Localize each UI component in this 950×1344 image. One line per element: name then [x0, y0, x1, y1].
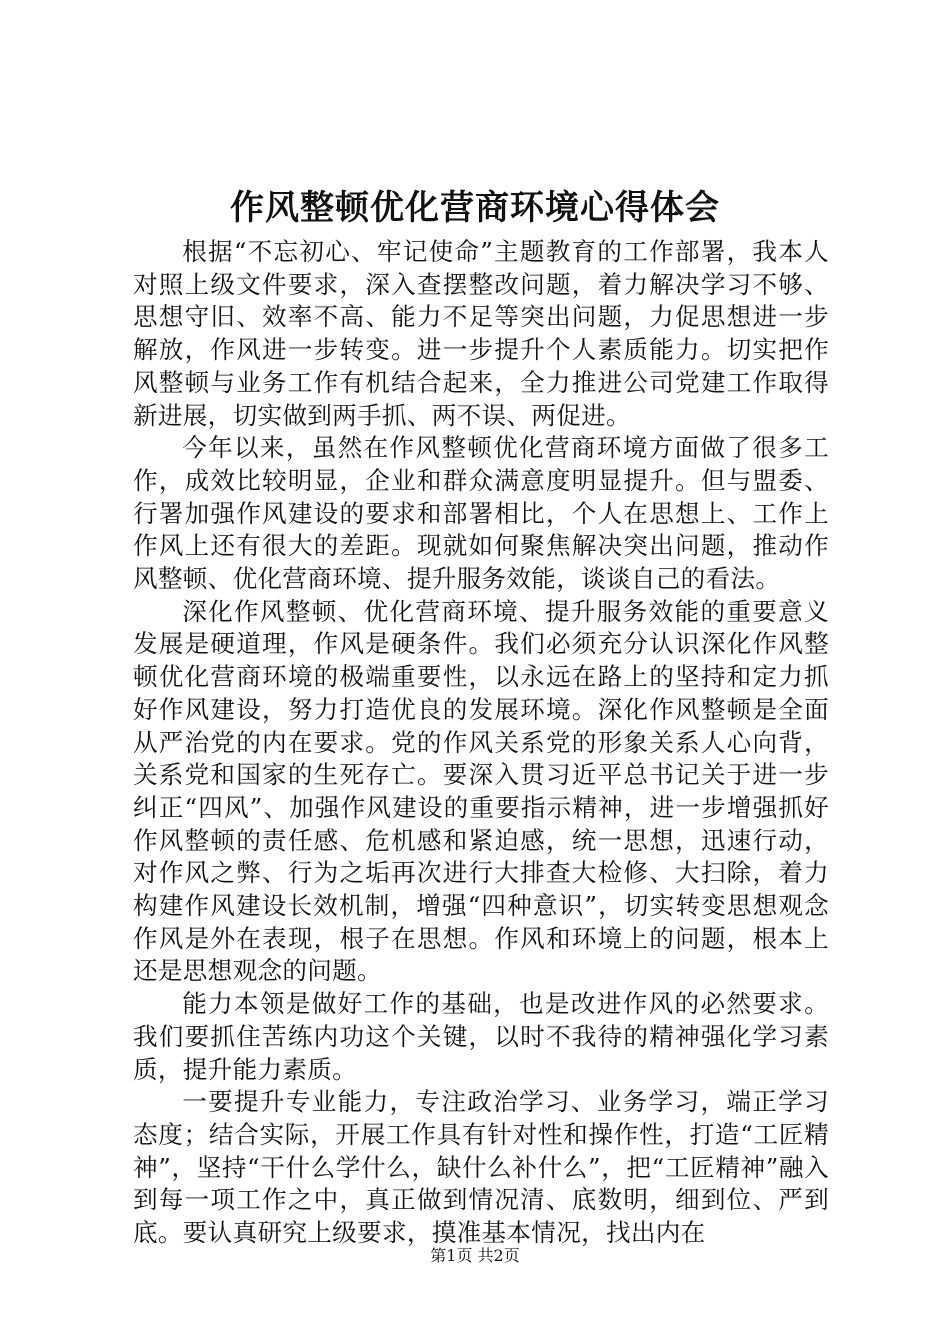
paragraph-1: 根据“不忘初心、牢记使命”主题教育的工作部署，我本人对照上级文件要求，深入查摆整改问题，着力解决学习不够、思想守旧、效率不高、能力不足等突出问题，力促思想进一步解放，作风进一步转变。进一步提升个人素质能力。切实把作风整顿与业务工作有机结合起来，全力推进公司党建工作取得新进展，切实做到两手抓、两不误、两促进。 [133, 237, 829, 430]
page-number-footer: 第1页 共2页 [430, 1246, 520, 1265]
paragraph-5: 一要提升专业能力，专注政治学习、业务学习，端正学习态度；结合实际，开展工作具有针对性和操作性，打造“工匠精神”，坚持“干什么学什么，缺什么补什么”，把“工匠精神”融入到每一项工作之中，真正做到情况清、底数明，细到位、严到底。要认真研究上级要求，摸准基本情况，找出内在 [133, 1087, 829, 1248]
paragraph-4: 能力本领是做好工作的基础，也是改进作风的必然要求。我们要抓住苦练内功这个关键，以时不我待的精神强化学习素质，提升能力素质。 [133, 989, 829, 1084]
document-title: 作风整顿优化营商环境心得体会 [230, 188, 720, 228]
document-body [133, 236, 829, 1250]
paragraph-3: 深化作风整顿、优化营商环境、提升服务效能的重要意义发展是硬道理，作风是硬条件。我们必须充分认识深化作风整顿优化营商环境的极端重要性，以永远在路上的坚持和定力抓好作风建设，努力打造优良的发展环境。深化作风整顿是全面从严治党的内在要求。党的作风关系党的形象关系人心向背，关系党和国家的生死存亡。要深入贯习近平总书记关于进一步纠正“四风”、加强作风建设的重要指示精神，进一步增强抓好作风整顿的责任感、危机感和紧迫感，统一思想，迅速行动，对作风之弊、行为之垢再次进行大排查大检修、大扫除，着力构建作风建设长效机制，增强“四种意识”，切实转变思想观念作风是外在表现，根子在思想。作风和环境上的问题，根本上还是思想观念的问题。 [133, 596, 829, 986]
paragraph-2: 今年以来，虽然在作风整顿优化营商环境方面做了很多工作，成效比较明显，企业和群众满意度明显提升。但与盟委、行署加强作风建设的要求和部署相比，个人在思想上、工作上作风上还有很大的差距。现就如何聚焦解决突出问题，推动作风整顿、优化营商环境、提升服务效能，谈谈自己的看法。 [133, 433, 829, 594]
